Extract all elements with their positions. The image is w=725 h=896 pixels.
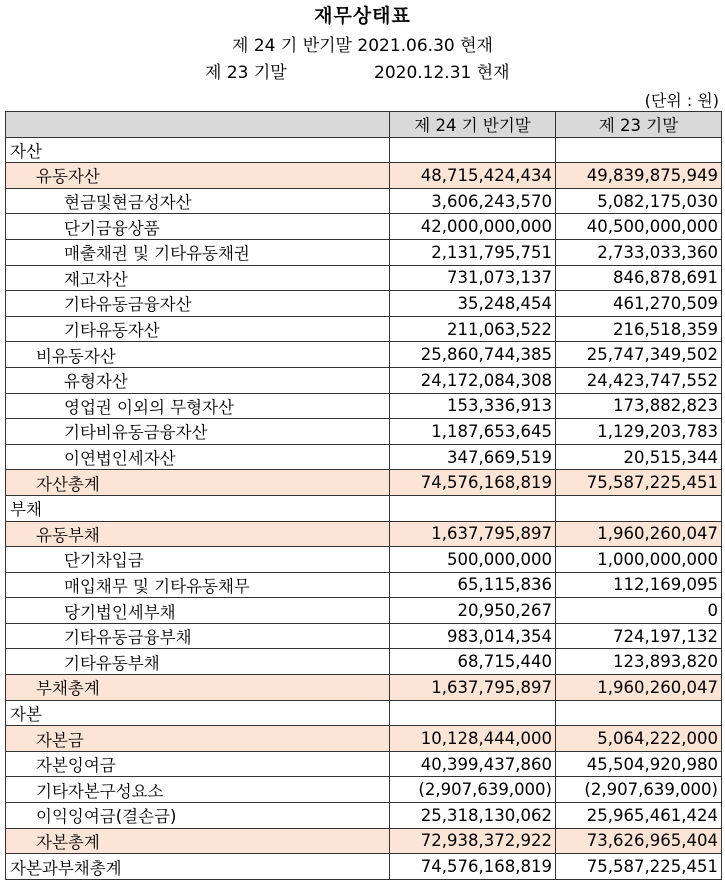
prior-period-value: 40,500,000,000 — [556, 214, 722, 240]
prior-period-value: 0 — [556, 598, 722, 624]
table-body — [6, 137, 722, 879]
header-item — [6, 112, 390, 138]
row-label: 유형자산 — [6, 367, 390, 393]
prior-period-value: 1,960,260,047 — [556, 521, 722, 547]
prior-period-value: 2,733,033,360 — [556, 239, 722, 265]
row-label: 자본과부채총계 — [6, 854, 390, 880]
row-label: 자산총계 — [6, 470, 390, 496]
table-row — [6, 700, 722, 726]
prior-period-value — [556, 700, 722, 726]
prior-period-value: 461,270,509 — [556, 291, 722, 317]
row-label: 이연법인세자산 — [6, 444, 390, 470]
current-period-value: 35,248,454 — [390, 291, 556, 317]
row-label: 기타유동부채 — [6, 649, 390, 675]
prior-period-value: 846,878,691 — [556, 265, 722, 291]
current-period-value: 211,063,522 — [390, 316, 556, 342]
current-period-value: 40,399,437,860 — [390, 751, 556, 777]
current-period-value: 153,336,913 — [390, 393, 556, 419]
current-period-value: 72,938,372,922 — [390, 828, 556, 854]
table-row — [6, 854, 722, 880]
row-label: 재고자산 — [6, 265, 390, 291]
row-label: 단기금융상품 — [6, 214, 390, 240]
prior-period-label: 제 23 기말 — [205, 63, 287, 83]
table-row — [6, 547, 722, 573]
table-row — [6, 214, 722, 240]
row-label: 영업권 이외의 무형자산 — [6, 393, 390, 419]
table-row — [6, 726, 722, 752]
prior-period-value: 45,504,920,980 — [556, 751, 722, 777]
row-label: 유동자산 — [6, 163, 390, 189]
table-row — [6, 265, 722, 291]
prior-period-value: 5,064,222,000 — [556, 726, 722, 752]
prior-period-value: 1,960,260,047 — [556, 675, 722, 701]
header-prior-period: 제 23 기말 — [556, 112, 722, 138]
table-row — [6, 137, 722, 163]
table-row — [6, 495, 722, 521]
table-row — [6, 675, 722, 701]
row-label: 기타자본구성요소 — [6, 777, 390, 803]
current-period-value: 347,669,519 — [390, 444, 556, 470]
table-row — [6, 828, 722, 854]
row-label: 비유동자산 — [6, 342, 390, 368]
current-period-value: 48,715,424,434 — [390, 163, 556, 189]
row-label: 매출채권 및 기타유동채권 — [6, 239, 390, 265]
prior-period-value: 49,839,875,949 — [556, 163, 722, 189]
row-label: 부채총계 — [6, 675, 390, 701]
row-label: 기타유동금융부채 — [6, 623, 390, 649]
row-label: 기타비유동금융자산 — [6, 419, 390, 445]
table-row — [6, 444, 722, 470]
balance-sheet-table — [5, 111, 722, 880]
current-period-value: 1,637,795,897 — [390, 521, 556, 547]
prior-period-value: 20,515,344 — [556, 444, 722, 470]
row-label: 자산 — [6, 137, 390, 163]
current-period-value — [390, 495, 556, 521]
table-row — [6, 419, 722, 445]
table-row — [6, 803, 722, 829]
prior-period-value: 5,082,175,030 — [556, 188, 722, 214]
prior-period-value: 24,423,747,552 — [556, 367, 722, 393]
row-label: 유동부채 — [6, 521, 390, 547]
current-period-value: 74,576,168,819 — [390, 854, 556, 880]
prior-period-value: 1,129,203,783 — [556, 419, 722, 445]
row-label: 자본총계 — [6, 828, 390, 854]
prior-period-value: (2,907,639,000) — [556, 777, 722, 803]
current-period-value: 10,128,444,000 — [390, 726, 556, 752]
table-row — [6, 649, 722, 675]
current-period-value: 25,860,744,385 — [390, 342, 556, 368]
row-label: 기타유동자산 — [6, 316, 390, 342]
row-label: 이익잉여금(결손금) — [6, 803, 390, 829]
prior-period-value — [556, 137, 722, 163]
row-label: 현금및현금성자산 — [6, 188, 390, 214]
current-period-value: 65,115,836 — [390, 572, 556, 598]
current-period-value: 500,000,000 — [390, 547, 556, 573]
table-row — [6, 777, 722, 803]
prior-period-value: 75,587,225,451 — [556, 470, 722, 496]
current-period-value: 983,014,354 — [390, 623, 556, 649]
table-row — [6, 188, 722, 214]
prior-period-value: 1,000,000,000 — [556, 547, 722, 573]
table-row — [6, 470, 722, 496]
table-header-row — [6, 112, 722, 138]
current-period-value: 3,606,243,570 — [390, 188, 556, 214]
prior-period-value: 173,882,823 — [556, 393, 722, 419]
row-label: 자본잉여금 — [6, 751, 390, 777]
prior-period-value: 25,747,349,502 — [556, 342, 722, 368]
prior-period-value: 112,169,095 — [556, 572, 722, 598]
row-label: 기타유동금융자산 — [6, 291, 390, 317]
prior-period-value — [556, 495, 722, 521]
table-row — [6, 163, 722, 189]
unit-label: (단위 : 원) — [644, 91, 719, 110]
current-period-value: 74,576,168,819 — [390, 470, 556, 496]
row-label: 당기법인세부채 — [6, 598, 390, 624]
table-row — [6, 751, 722, 777]
prior-period-value: 216,518,359 — [556, 316, 722, 342]
current-period-value — [390, 700, 556, 726]
table-row — [6, 367, 722, 393]
statement-title: 재무상태표 — [314, 5, 411, 27]
current-period-value: 24,172,084,308 — [390, 367, 556, 393]
prior-period-value: 724,197,132 — [556, 623, 722, 649]
row-label: 부채 — [6, 495, 390, 521]
table-row — [6, 342, 722, 368]
table-row — [6, 598, 722, 624]
current-period-line: 제 24 기 반기말 2021.06.30 현재 — [232, 36, 493, 56]
header-current-period: 제 24 기 반기말 — [390, 112, 556, 138]
row-label: 단기차입금 — [6, 547, 390, 573]
prior-period-value: 25,965,461,424 — [556, 803, 722, 829]
current-period-value: 25,318,130,062 — [390, 803, 556, 829]
table-row — [6, 521, 722, 547]
current-period-value: 1,187,653,645 — [390, 419, 556, 445]
table-row — [6, 393, 722, 419]
current-period-value: 68,715,440 — [390, 649, 556, 675]
table-row — [6, 316, 722, 342]
row-label: 자본 — [6, 700, 390, 726]
row-label: 매입채무 및 기타유동채무 — [6, 572, 390, 598]
table-row — [6, 291, 722, 317]
current-period-value: 731,073,137 — [390, 265, 556, 291]
prior-period-value: 75,587,225,451 — [556, 854, 722, 880]
prior-period-value: 73,626,965,404 — [556, 828, 722, 854]
current-period-value: 20,950,267 — [390, 598, 556, 624]
current-period-value: 2,131,795,751 — [390, 239, 556, 265]
current-period-value — [390, 137, 556, 163]
table-row — [6, 239, 722, 265]
row-label: 자본금 — [6, 726, 390, 752]
current-period-value: (2,907,639,000) — [390, 777, 556, 803]
table-row — [6, 623, 722, 649]
current-period-value: 42,000,000,000 — [390, 214, 556, 240]
prior-period-date: 2020.12.31 현재 — [374, 63, 510, 83]
table-row — [6, 572, 722, 598]
current-period-value: 1,637,795,897 — [390, 675, 556, 701]
prior-period-value: 123,893,820 — [556, 649, 722, 675]
